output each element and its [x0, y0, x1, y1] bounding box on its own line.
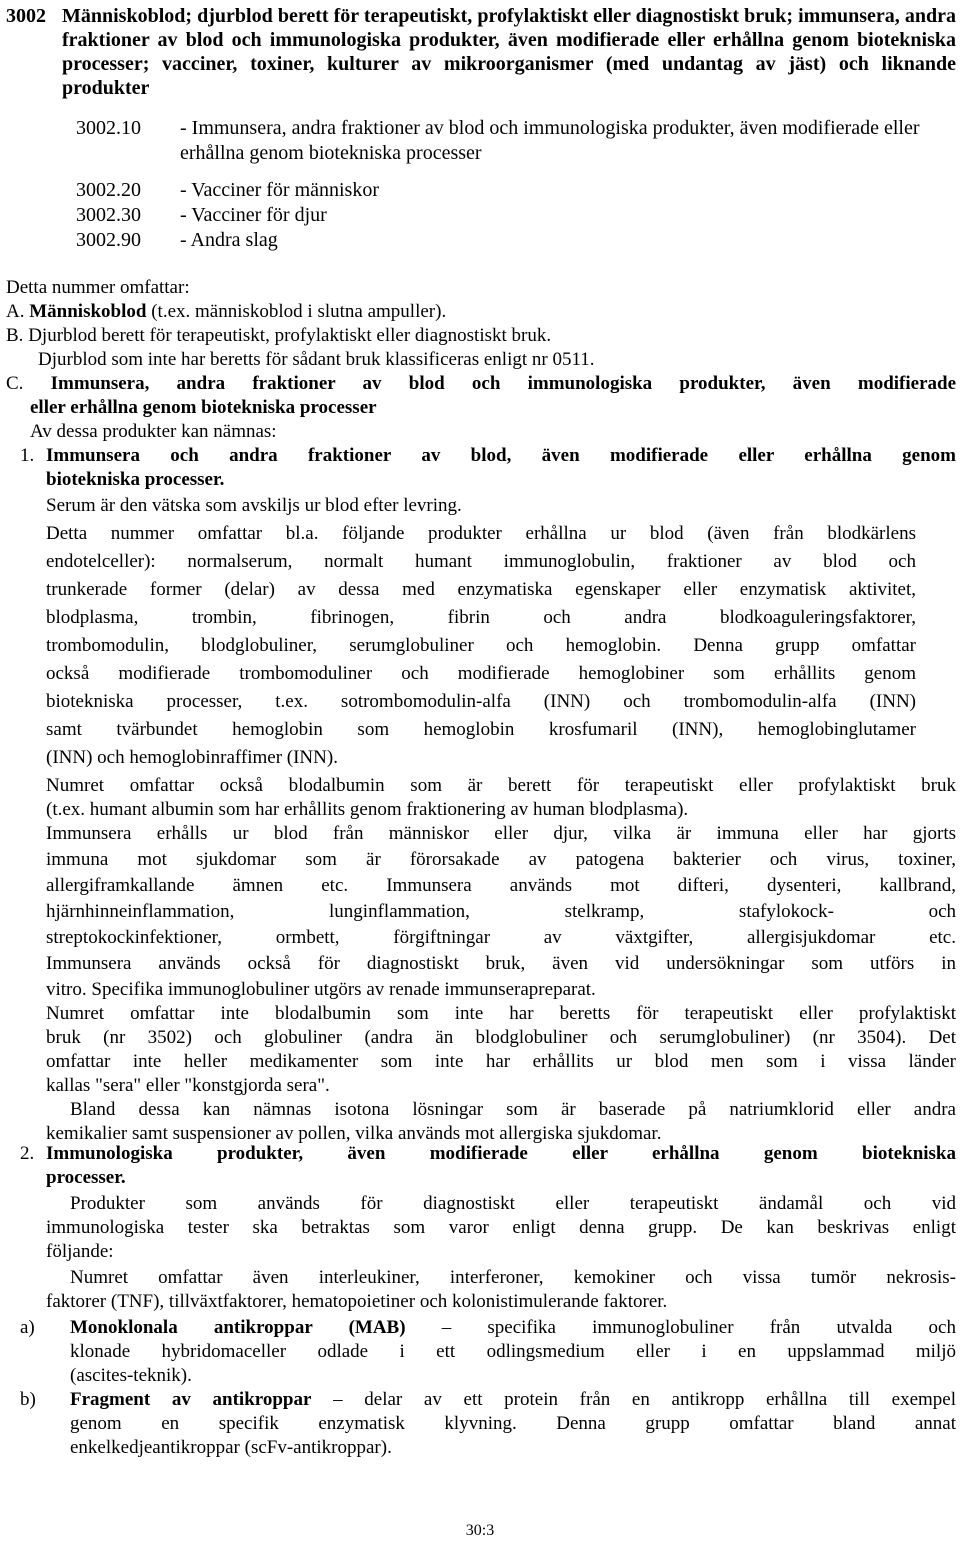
subheading-item [76, 228, 956, 253]
subheading-code: 3002.90 [76, 229, 141, 251]
text-line: klonade hybridomaceller odlade i ett odlingsmedium eller i en uppslammad miljö [70, 1341, 956, 1362]
text-line: trunkerade former (delar) av dessa med enzymatiska egenskaper eller enzymatisk aktivitet, [46, 579, 916, 600]
text-line: blodplasma, trombin, fibrinogen, fibrin och andra blodkoaguleringsfaktorer, [46, 607, 916, 628]
item-c-bold-1: Immunsera, andra fraktioner av blod och immunologiska produkter, även modifierade [50, 373, 957, 394]
item-c-line-1 [6, 372, 956, 396]
item-b [6, 324, 551, 348]
item-b-paren-bold: Fragment av antikroppar [70, 1389, 312, 1410]
text-line: immuna mot sjukdomar som är förorsakade av patogena bakterier och virus, toxiner, [46, 849, 956, 870]
item-2-bold-1 [46, 1142, 956, 1166]
item-a [6, 300, 446, 324]
item-b-text: Djurblod berett för terapeutiskt, profylaktiskt eller diagnostiskt bruk. [28, 325, 552, 346]
text-line: kemikalier samt suspensioner av pollen, vilka används mot allergiska sjukdomar. [46, 1123, 662, 1144]
text-line: trombomodulin, blodglobuliner, serumglobuliner och hemoglobin. Denna grupp omfattar [46, 635, 916, 656]
text-line: Numret omfattar inte blodalbumin som inte har beretts för terapeutiskt eller profylaktiskt [46, 1003, 956, 1024]
item-a-bold: Människoblod [29, 301, 147, 322]
text-line: (ascites-teknik). [70, 1365, 192, 1386]
item-1-bold-2 [46, 468, 224, 492]
text-line: följande: [46, 1241, 114, 1262]
subheading-code: 3002.30 [76, 204, 141, 226]
item-c-intro: Av dessa produkter kan nämnas: [30, 421, 277, 442]
subheading-list [76, 116, 956, 253]
text-line: (t.ex. humant albumin som har erhållits genom fraktionering av human blodplasma). [46, 799, 689, 820]
item-b-label: B. [6, 325, 24, 346]
text-line: Numret omfattar även interleukiner, interferoner, kemokiner och vissa tumör nekrosis- [70, 1267, 956, 1288]
subheading-text: - Immunsera, andra fraktioner av blod och immunologiska produkter, även modifierade eller erhållna genom biotekniska processer [180, 117, 920, 164]
item-a-paren-rest: – specifika immunoglobuliner från utvalda och [405, 1317, 956, 1338]
text-line: samt tvärbundet hemoglobin som hemoglobin krosfumaril (INN), hemoglobinglutamer [46, 719, 916, 740]
text-line: Immunsera används också för diagnostiskt bruk, även vid undersökningar som utförs in [46, 953, 956, 974]
item-b-paren-rest: – delar av ett protein från en antikropp erhållna till exempel [311, 1389, 956, 1410]
text-line: omfattar inte heller medikamenter som inte har erhållits ur blod men som i vissa länder [46, 1051, 956, 1072]
subheading-code: 3002.10 [76, 117, 141, 139]
item-b-paren-line-1 [70, 1388, 956, 1412]
item-a-paren-line-1 [70, 1316, 956, 1340]
text-line: Immunsera erhålls ur blod från människor eller djur, vilka är immuna eller har gjorts [46, 823, 956, 844]
item-a-rest: (t.ex. människoblod i slutna ampuller). [146, 301, 447, 322]
subheading-text: - Vacciner för människor [180, 179, 380, 201]
text-line: Detta nummer omfattar bl.a. följande produkter erhållna ur blod (även från blodkärlens [46, 523, 916, 544]
text-line: immunologiska tester ska betraktas som varor enligt denna grupp. De kan beskrivas enligt [46, 1217, 956, 1238]
text-line: faktorer (TNF), tillväxtfaktorer, hematopoietiner och kolonistimulerande faktorer. [46, 1291, 668, 1312]
text-line: Bland dessa kan nämnas isotona lösningar som är baserade på natriumklorid eller andra [70, 1099, 956, 1120]
item-c-bold-2: eller erhållna genom biotekniska processer [30, 397, 377, 418]
text-line: streptokockinfektioner, ormbett, förgiftningar av växtgifter, allergisjukdomar etc. [46, 927, 956, 948]
heading-text: Människoblod; djurblod berett för terapeutiskt, profylaktiskt eller diagnostiskt bruk; immunsera, andra fraktioner av blod och immunologiska produkter, även modifierade eller erhållna genom biotekniska processer; vacciner, toxiner, kulturer av mikroorganismer (med undantag av jäst) och liknande produkter [62, 5, 956, 99]
text-line: bruk (nr 3502) och globuliner (andra än blodglobuliner och serumglobuliner) (nr 3504). Det [46, 1027, 956, 1048]
text-line: allergiframkallande ämnen etc. Immunsera används mot difteri, dysenteri, kallbrand, [46, 875, 956, 896]
item-b-paren-label: b) [20, 1389, 36, 1410]
text-line: genom en specifik enzymatisk klyvning. Denna grupp omfattar bland annat [70, 1413, 956, 1434]
item-2-bold-2 [46, 1166, 126, 1190]
subheading-item [76, 178, 956, 203]
item-1-bold-1-text: Immunsera och andra fraktioner av blod, även modifierade eller erhållna genom [46, 445, 956, 466]
item-a-label: A. [6, 301, 25, 322]
item-a-paren-bold: Monoklonala antikroppar (MAB) [70, 1317, 406, 1338]
text-line: (INN) och hemoglobinraffimer (INN). [46, 747, 338, 768]
text-line: vitro. Specifika immunoglobuliner utgörs av renade immunserapreparat. [46, 979, 596, 1000]
text-line: hjärnhinneinflammation, lunginflammation, stelkramp, stafylokock- och [46, 901, 956, 922]
text-line: Numret omfattar också blodalbumin som är berett för terapeutiskt eller profylaktiskt bruk [46, 775, 956, 796]
item-a-paren-label: a) [20, 1317, 35, 1338]
text-line: också modifierade trombomoduliner och modifierade hemoglobiner som erhållits genom [46, 663, 916, 684]
heading-number: 3002 [6, 5, 46, 27]
item-c-line-2 [30, 396, 377, 420]
page-number: 30:3 [465, 1522, 495, 1539]
item-1-bold-1 [46, 444, 956, 468]
item-b-note: Djurblod som inte har beretts för sådant bruk klassificeras enligt nr 0511. [38, 349, 595, 370]
item-1-bold-2-text: biotekniska processer. [46, 469, 225, 490]
item-2-bold-2-text: processer. [46, 1167, 126, 1188]
item-1-label: 1. [20, 445, 35, 466]
text-line: enkelkedjeantikroppar (scFv-antikroppar). [70, 1437, 392, 1458]
subheading-code: 3002.20 [76, 179, 141, 201]
text-line: biotekniska processer, t.ex. sotrombomodulin-alfa (INN) och trombomodulin-alfa (INN) [46, 691, 916, 712]
subheading-item [76, 203, 956, 228]
item-1-serum: Serum är den vätska som avskiljs ur blod efter levring. [46, 495, 462, 516]
text-line: endotelceller): normalserum, normalt humant immunoglobulin, fraktioner av blod och [46, 551, 916, 572]
intro-text: Detta nummer omfattar: [6, 277, 190, 298]
subheading-text: - Andra slag [180, 229, 278, 251]
subheading-text: - Vacciner för djur [180, 204, 327, 226]
item-2-bold-1-text: Immunologiska produkter, även modifierade eller erhållna genom biotekniska [46, 1143, 956, 1164]
text-line: kallas "sera" eller "konstgjorda sera". [46, 1075, 330, 1096]
item-c-label: C. [6, 373, 24, 394]
text-line: Produkter som används för diagnostiskt eller terapeutiskt ändamål och vid [70, 1193, 956, 1214]
heading-3002 [6, 4, 956, 100]
item-2-label: 2. [20, 1143, 35, 1164]
subheading-item [76, 116, 956, 166]
